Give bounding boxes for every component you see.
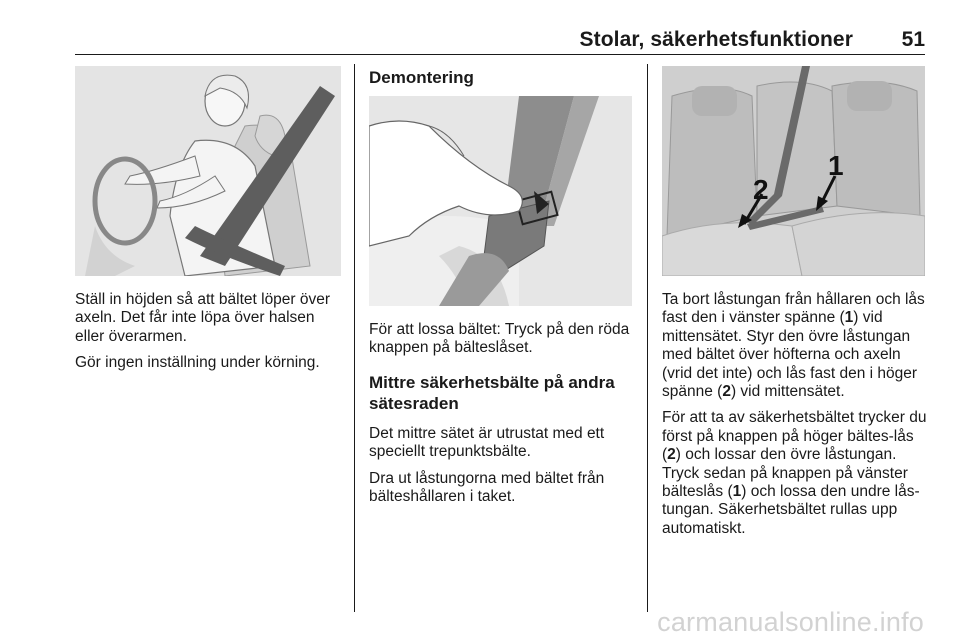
section-heading: Demontering [369,68,474,87]
callout-1: 1 [828,150,844,181]
paragraph [662,409,930,538]
paragraph [662,291,930,401]
column-divider [647,64,648,612]
page-number: 51 [901,28,925,51]
page-header [75,22,925,55]
text-run: Ta bort låstungan från hållaren och lås fast den i vänster spänne ( [662,291,925,327]
paragraph: Gör ingen inställning under körning. [75,354,320,372]
rear-seat-belt-illustration [662,66,925,276]
buckle-release-illustration [369,96,632,306]
callout-2: 2 [753,174,769,205]
paragraph: Det mittre sätet är utrustat med ett speciellt trepunktsbälte. [369,424,605,461]
callout-ref: 2 [667,446,676,464]
section-heading: Mittre säkerhetsbälte på andra sätesraden [369,372,615,413]
column-divider [354,64,355,612]
callout-ref: 1 [732,483,742,501]
text-run: ) vid mittensätet. [730,383,845,401]
section-title: Stolar, säkerhetsfunktioner [579,28,853,51]
figure-rear-seat-belt [662,66,925,276]
driver-seatbelt-illustration [75,66,341,276]
figure-buckle-release [369,96,632,306]
text-run: För att ta av säkerhetsbältet trycker du först på knappen på höger bältes-lås ( [662,409,927,464]
paragraph: För att lossa bältet: Tryck på den röda knappen på bälteslåset. [369,321,630,357]
text-run: ) och lossar den övre låstungan. Tryck sedan på knappen på vänster bälteslås ( [662,446,908,501]
paragraph: Dra ut låstungorna med bältet från bälteshållaren i taket. [369,469,605,506]
figure-driver-seatbelt [75,66,341,276]
text-run: ) och lossa den undre lås-tungan. Säkerhetsbältet rullas upp automatiskt. [662,483,920,537]
callout-ref: 2 [722,383,731,401]
paragraph: Ställ in höjden så att bältet löper över axeln. Det får inte löpa över halsen eller överarmen. [75,291,331,345]
text-run: ) vid mittensätet. Styr den övre låstungan med bältet över höfterna och axeln (vrid det inte) och lås fast den i höger spänne ( [662,309,918,401]
watermark: carmanualsonline.info [657,607,924,637]
callout-ref: 1 [844,309,854,327]
